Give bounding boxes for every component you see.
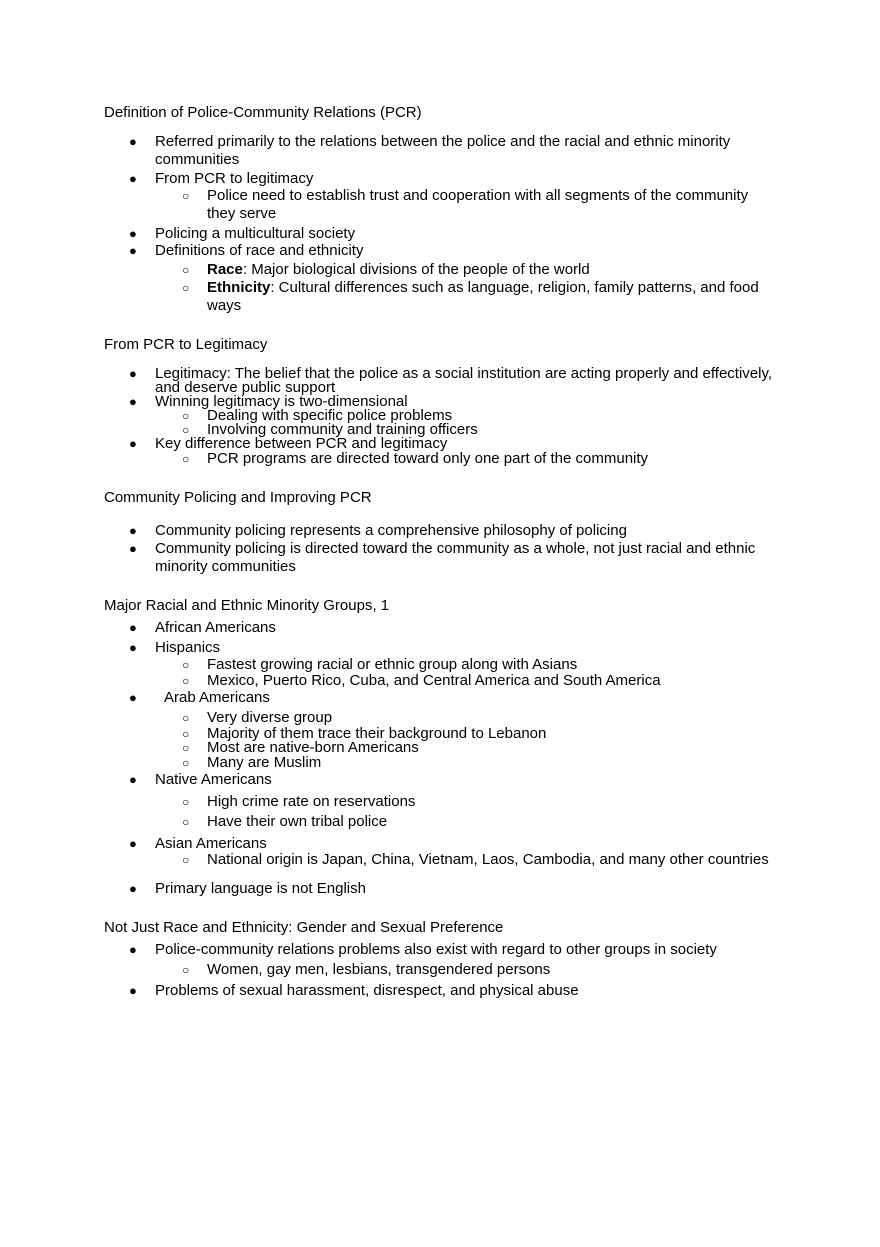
term-ethnicity: Ethnicity — [207, 279, 271, 296]
list-item: ○ Dealing with specific police problems — [182, 407, 453, 424]
list-item: ○ Women, gay men, lesbians, transgendered persons — [182, 961, 551, 978]
circle-bullet-icon: ○ — [182, 727, 190, 741]
bullet-icon: ● — [129, 942, 137, 957]
list-item: ○ Many are Muslim — [182, 754, 322, 771]
bullet-icon: ● — [129, 881, 137, 896]
list-item: ● African Americans — [129, 619, 276, 636]
section-heading: From PCR to Legitimacy — [104, 336, 268, 353]
section-heading: Major Racial and Ethnic Minority Groups, 1 — [104, 597, 390, 614]
section-heading: Community Policing and Improving PCR — [104, 489, 372, 506]
list-item: ● Key difference between PCR and legitimacy — [129, 435, 448, 452]
bullet-icon: ● — [129, 620, 137, 635]
bullet-icon: ● — [129, 134, 137, 149]
circle-bullet-icon: ○ — [182, 423, 190, 437]
bullet-icon: ● — [129, 690, 137, 705]
list-item: ● Community policing represents a comprehensive philosophy of policing — [129, 522, 627, 539]
bullet-icon: ● — [129, 523, 137, 538]
bullet-icon: ● — [129, 983, 137, 998]
bullet-icon: ● — [129, 836, 137, 851]
list-item: ● Asian Americans — [129, 835, 267, 852]
bullet-icon: ● — [129, 171, 137, 186]
list-item: ● Winning legitimacy is two-dimensional — [129, 393, 408, 410]
section-heading: Not Just Race and Ethnicity: Gender and Sexual Preference — [104, 919, 504, 936]
circle-bullet-icon: ○ — [182, 853, 190, 867]
circle-bullet-icon: ○ — [182, 815, 190, 829]
list-item: ● Community policing is directed toward the community as a whole, not just racial and ethnic minority communities — [129, 540, 756, 575]
bullet-icon: ● — [129, 640, 137, 655]
list-item: ○ Majority of them trace their background to Lebanon — [182, 725, 547, 742]
list-item: ● Problems of sexual harassment, disrespect, and physical abuse — [129, 982, 579, 999]
bullet-icon: ● — [129, 394, 137, 409]
list-item: ● Arab Americans — [129, 689, 270, 706]
circle-bullet-icon: ○ — [182, 711, 190, 725]
list-item: ○ Race: Major biological divisions of the people of the world — [182, 261, 590, 278]
bullet-icon: ● — [129, 366, 137, 381]
list-item: ○ Ethnicity: Cultural differences such as language, religion, family patterns, and food ways — [182, 279, 759, 314]
list-item: ● Native Americans — [129, 771, 272, 788]
circle-bullet-icon: ○ — [182, 189, 190, 203]
list-item: ○ Very diverse group — [182, 709, 333, 726]
bullet-icon: ● — [129, 772, 137, 787]
list-item: ○ Police need to establish trust and cooperation with all segments of the community they serve — [182, 187, 749, 222]
section-heading: Definition of Police-Community Relations (PCR) — [104, 104, 422, 121]
list-item: ● Hispanics — [129, 639, 221, 656]
list-item: ● Police-community relations problems also exist with regard to other groups in society — [129, 941, 717, 958]
list-item: ● From PCR to legitimacy — [129, 170, 314, 187]
list-item: ○ Have their own tribal police — [182, 813, 388, 830]
list-item: ○ High crime rate on reservations — [182, 793, 416, 810]
list-item: ○ National origin is Japan, China, Vietnam, Laos, Cambodia, and many other countries — [182, 851, 769, 868]
circle-bullet-icon: ○ — [182, 795, 190, 809]
list-item: ● Definitions of race and ethnicity — [129, 242, 364, 259]
circle-bullet-icon: ○ — [182, 756, 190, 770]
list-item: ● Referred primarily to the relations between the police and the racial and ethnic minority communities — [129, 133, 731, 168]
circle-bullet-icon: ○ — [182, 452, 190, 466]
circle-bullet-icon: ○ — [182, 263, 190, 277]
bullet-icon: ● — [129, 243, 137, 258]
list-item: ○ Involving community and training officers — [182, 421, 478, 438]
list-item: ● Policing a multicultural society — [129, 225, 356, 242]
bullet-icon: ● — [129, 226, 137, 241]
circle-bullet-icon: ○ — [182, 963, 190, 977]
circle-bullet-icon: ○ — [182, 281, 190, 295]
term-race: Race — [207, 261, 243, 278]
list-item: ○ Fastest growing racial or ethnic group along with Asians — [182, 656, 578, 673]
bullet-icon: ● — [129, 436, 137, 451]
bullet-icon: ● — [129, 541, 137, 556]
circle-bullet-icon: ○ — [182, 658, 190, 672]
list-item: ● Legitimacy: The belief that the police as a social institution are acting properly and effectively, and deserve public support — [129, 365, 773, 396]
circle-bullet-icon: ○ — [182, 409, 190, 423]
list-item: ○ Mexico, Puerto Rico, Cuba, and Central America and South America — [182, 672, 661, 689]
list-item: ○ Most are native-born Americans — [182, 739, 419, 756]
circle-bullet-icon: ○ — [182, 741, 190, 755]
circle-bullet-icon: ○ — [182, 674, 190, 688]
list-item: ● Primary language is not English — [129, 880, 366, 897]
list-item: ○ PCR programs are directed toward only one part of the community — [182, 450, 649, 467]
